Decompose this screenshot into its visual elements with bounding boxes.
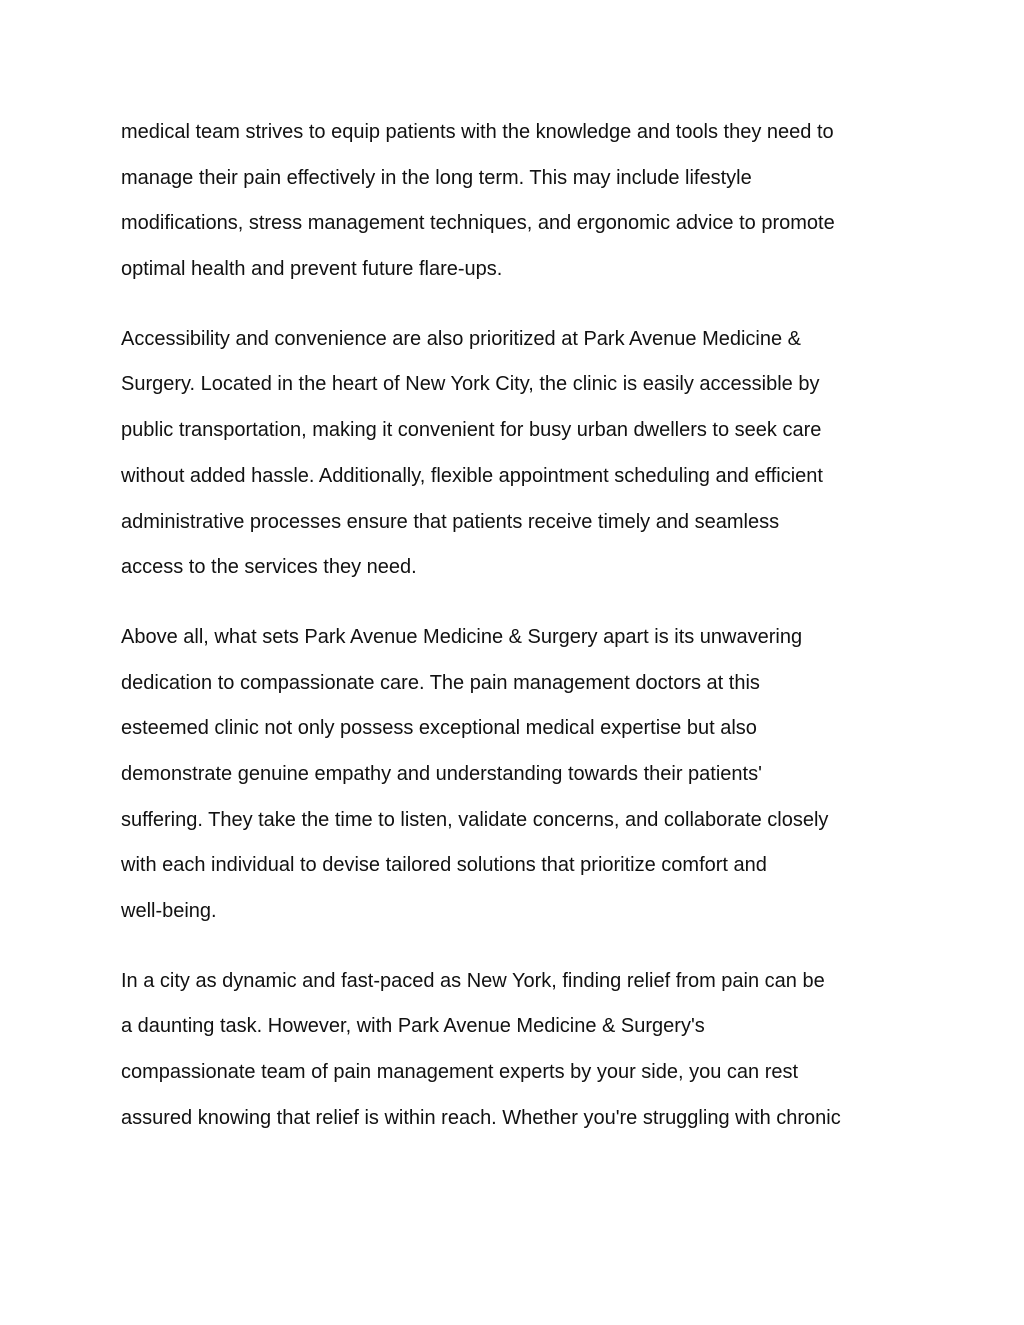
text-line: with each individual to devise tailored solutions that prioritize comfort and	[121, 854, 767, 877]
paragraph-new-york-relief	[121, 959, 921, 1142]
text-line: well-being.	[121, 900, 217, 922]
text-line: suffering. They take the time to listen, validate concerns, and collaborate closely	[121, 808, 829, 831]
text-line: assured knowing that relief is within reach. Whether you're struggling with chronic	[121, 1106, 841, 1129]
text-line: manage their pain effectively in the long term. This may include lifestyle	[121, 166, 752, 189]
text-line: optimal health and prevent future flare-ups.	[121, 258, 503, 281]
paragraph-accessibility	[121, 317, 921, 591]
paragraph-compassionate-care	[121, 615, 921, 935]
text-line: medical team strives to equip patients with the knowledge and tools they need to	[121, 121, 834, 143]
text-line: dedication to compassionate care. The pain management doctors at this	[121, 671, 760, 694]
text-line: a daunting task. However, with Park Avenue Medicine & Surgery's	[121, 1015, 705, 1038]
text-line: public transportation, making it convenient for busy urban dwellers to seek care	[121, 419, 822, 442]
document-body	[121, 110, 921, 1165]
text-line: modifications, stress management techniques, and ergonomic advice to promote	[121, 212, 835, 235]
text-line: esteemed clinic not only possess exceptional medical expertise but also	[121, 717, 757, 740]
text-line: compassionate team of pain management experts by your side, you can rest	[121, 1061, 799, 1084]
text-line: Above all, what sets Park Avenue Medicine & Surgery apart is its unwavering	[121, 625, 803, 648]
text-line: Accessibility and convenience are also prioritized at Park Avenue Medicine &	[121, 327, 801, 350]
text-line: demonstrate genuine empathy and understanding towards their patients'	[121, 762, 762, 785]
text-line: without added hassle. Additionally, flexible appointment scheduling and efficient	[121, 464, 823, 487]
text-line: Surgery. Located in the heart of New York City, the clinic is easily accessible by	[121, 373, 820, 396]
paragraph-patient-education	[121, 110, 921, 293]
text-line: administrative processes ensure that patients receive timely and seamless	[121, 510, 780, 533]
text-line: In a city as dynamic and fast-paced as New York, finding relief from pain can be	[121, 969, 825, 992]
text-line: access to the services they need.	[121, 556, 417, 579]
